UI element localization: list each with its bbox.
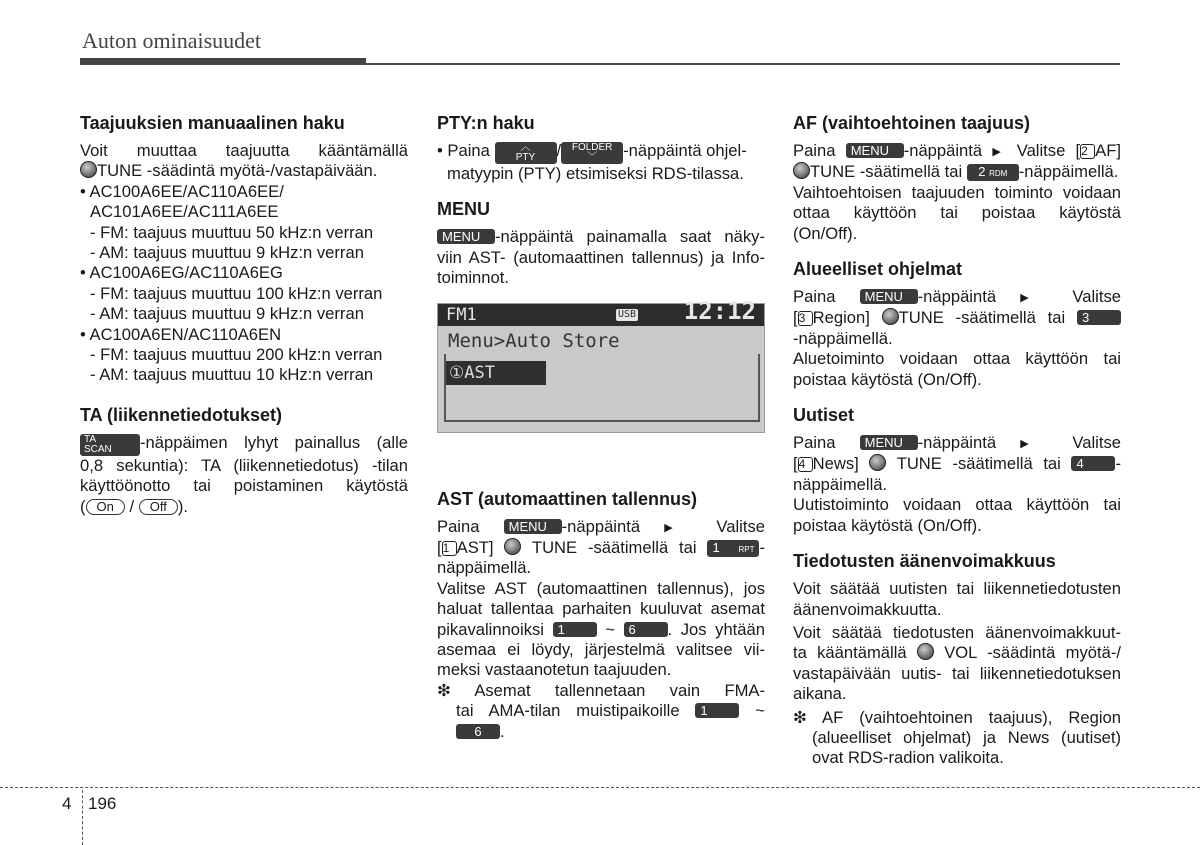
section-menu [437, 198, 765, 288]
boxed-2-icon: 2 [1080, 144, 1095, 159]
heading-ta: TA (liikennetiedotukset) [80, 404, 283, 425]
text: Valitse [1072, 287, 1121, 307]
section-pty [437, 112, 765, 184]
chapter-number: 4 [62, 794, 72, 813]
text: -näppäintä [917, 287, 997, 307]
text: näppäimellä. [793, 474, 888, 494]
text: asemaa ei löydy, järjestelmä valitsee vii- [437, 640, 765, 660]
text: . Jos yhtään [667, 619, 765, 639]
chevron-down-icon: ﹀ [587, 152, 598, 163]
text: -näppäintä [561, 516, 641, 536]
text-line [793, 162, 1121, 182]
text: • AC100A6EN/AC110A6EN [80, 324, 282, 344]
text: poistaa käytöstä (On/Off). [793, 369, 982, 389]
preset-6-button[interactable]: 6 [456, 724, 500, 739]
text: TUNE -säätimellä tai [898, 308, 1066, 328]
tune-knob-icon [80, 161, 97, 178]
text-line [437, 141, 765, 164]
text: poistaa käytöstä (On/Off). [793, 515, 982, 535]
text: -näppäintä painamalla saat näky- [495, 227, 765, 247]
section-manual-search [80, 112, 408, 386]
text: ~ [605, 619, 615, 639]
text-line [793, 454, 1121, 474]
column-3 [793, 112, 1121, 783]
text: Voit muuttaa taajuutta kääntämällä [80, 141, 408, 160]
on-button-icon: On [86, 499, 125, 515]
column-2 [437, 112, 765, 756]
menu-button[interactable]: MENU [846, 143, 904, 158]
text: AC101A6EE/AC111A6EE [90, 202, 279, 222]
text-line [437, 538, 765, 558]
text: • AC100A6EG/AC110A6EG [80, 263, 283, 283]
label: FOLDER [571, 142, 613, 153]
menu-button[interactable]: MENU [860, 289, 918, 304]
text: Valitse [ [1016, 141, 1081, 160]
folder-button[interactable] [561, 142, 623, 164]
heading-manual-search: Taajuuksien manuaalinen haku [80, 113, 345, 133]
text: äänenvoimakkuutta. [793, 599, 942, 619]
menu-button[interactable]: MENU [504, 519, 562, 534]
text: Valitse [1072, 433, 1121, 453]
text: (alueelliset ohjelmat) ja News (uutiset) [812, 727, 1121, 747]
text: viin AST- (automaattinen tallennus) ja Info- [437, 247, 765, 267]
label: RDM [989, 169, 1008, 179]
text: . [500, 721, 505, 741]
text-line [793, 643, 1121, 663]
text: ❇ AF (vaihtoehtoinen taajuus), Region [793, 707, 1121, 727]
text: - FM: taajuus muuttuu 50 kHz:n verran [90, 222, 374, 242]
text: Paina [793, 141, 836, 160]
text-line [80, 497, 408, 517]
text: vastapäivään uutis- tai liikennetiedotuksen [793, 663, 1121, 683]
text: - [759, 538, 765, 558]
text: aikana. [793, 684, 847, 704]
text: Valitse AST (automaattinen tallennus), jos [437, 578, 765, 598]
text: AST] [456, 538, 494, 558]
footer-divider [82, 790, 83, 845]
text: Paina [437, 516, 480, 536]
page-number: 196 [88, 794, 117, 813]
label: 1 [712, 540, 720, 556]
text: (On/Off). [793, 223, 858, 243]
text: • AC100A6EE/AC110A6EE/ [80, 181, 284, 201]
text-line [80, 433, 408, 456]
text-line [437, 620, 765, 640]
text: -näppäimen lyhyt painallus (alle [140, 432, 408, 452]
ta-scan-button[interactable] [80, 434, 140, 456]
label: RPT [738, 545, 755, 555]
preset-4-button[interactable]: 4 [1071, 456, 1115, 471]
boxed-3-icon: 3 [798, 311, 813, 326]
arrow-right-icon: ▶ [1020, 438, 1049, 451]
text: Paina [793, 287, 836, 307]
label: PTY [515, 152, 536, 163]
text: -näppäimellä. [1018, 162, 1119, 182]
label: 2 [978, 164, 986, 180]
text-line [437, 517, 765, 538]
tune-knob-icon [869, 454, 886, 471]
section-volume [793, 550, 1121, 769]
heading-region: Alueelliset ohjelmat [793, 259, 963, 280]
text: Region] [812, 308, 870, 328]
text: - FM: taajuus muuttuu 100 kHz:n verran [90, 283, 383, 303]
text: / [124, 496, 139, 516]
text-line [793, 308, 1121, 328]
section-af [793, 112, 1121, 244]
menu-item-ast [446, 361, 546, 385]
text: [ [793, 308, 798, 328]
heading-menu: MENU [437, 199, 490, 220]
text: - [1115, 454, 1121, 474]
text: käyttöönotto tai poistaminen käytöstä [80, 476, 408, 496]
chevron-up-icon: ︿ [520, 142, 531, 153]
text: / [556, 141, 562, 160]
circled-1-icon: ① [449, 362, 465, 383]
text-line [793, 141, 1121, 162]
section-ta [80, 404, 408, 517]
text: - AM: taajuus muuttuu 9 kHz:n verran [90, 304, 364, 324]
text-line [793, 287, 1121, 308]
text: 0,8 sekuntia): TA (liikennetiedotus) -tilan [80, 455, 408, 475]
text-line [437, 701, 765, 721]
text: News] [812, 454, 859, 474]
text: - AM: taajuus muuttuu 9 kHz:n verran [90, 243, 364, 263]
page-header-title: Auton ominaisuudet [82, 28, 262, 53]
text: haluat tallentaa parhaiten kuuluvat asemat [437, 599, 765, 619]
text: Paina [793, 433, 836, 453]
text-line [437, 722, 765, 742]
section-news [793, 404, 1121, 536]
text: ~ [755, 701, 765, 721]
display-status-bar [438, 296, 764, 326]
text-line [437, 227, 765, 247]
text: Vaihtoehtoisen taajuuden toiminto voidaan [793, 182, 1121, 202]
text: ta kääntämällä [793, 643, 907, 663]
text-line [80, 161, 408, 181]
text: Aluetoiminto voidaan ottaa käyttöön tai [793, 349, 1121, 369]
heading-news: Uutiset [793, 405, 855, 426]
tune-knob-icon [882, 308, 899, 325]
menu-button[interactable]: MENU [860, 435, 918, 450]
text: [ [793, 454, 798, 474]
heading-af: AF (vaihtoehtoinen taajuus) [793, 113, 1031, 133]
menu-path: Menu>Auto Store [448, 329, 620, 352]
label: TA [84, 433, 97, 445]
preset-1-button[interactable]: 1 [553, 622, 597, 637]
boxed-1-icon: 1 [442, 541, 457, 556]
label: SCAN [84, 443, 112, 455]
text: Uutistoiminto voidaan ottaa käyttöön tai [793, 495, 1121, 515]
arrow-right-icon: ▶ [1020, 292, 1049, 305]
text: [ [437, 538, 442, 558]
text: TUNE -säätimellä tai [810, 162, 963, 182]
text-line [793, 433, 1121, 454]
header-rule [366, 63, 1120, 65]
text: -näppäintä ohjel- [623, 141, 747, 160]
heading-volume: Tiedotusten äänenvoimakkuus [793, 551, 1056, 572]
tune-knob-icon [793, 162, 810, 179]
clock: 12:12 [683, 296, 756, 325]
text: matyypin (PTY) etsimiseksi RDS-tilassa. [447, 164, 744, 183]
off-button-icon: Off [139, 499, 178, 515]
text: -näppäintä [917, 433, 997, 453]
usb-icon: USB [618, 308, 637, 320]
text: Voit säätää uutisten tai liikennetiedotusten [793, 579, 1121, 599]
preset-2-rdm-button[interactable] [967, 164, 1019, 181]
section-region [793, 258, 1121, 390]
column-1 [80, 112, 408, 531]
text: - FM: taajuus muuttuu 200 kHz:n verran [90, 345, 383, 365]
preset-6-button[interactable]: 6 [624, 622, 668, 637]
heading-pty: PTY:n haku [437, 113, 535, 133]
text: ❇ Asemat tallennetaan vain FMA- [437, 680, 765, 700]
text: VOL -säädintä myötä-/ [944, 643, 1121, 663]
text: ovat RDS-radion valikoita. [812, 748, 1004, 768]
text: meksi vastaanotetun taajuuden. [437, 660, 672, 680]
text: -näppäimellä. [793, 328, 893, 348]
preset-3-button[interactable]: 3 [1077, 310, 1121, 325]
text: - AM: taajuus muuttuu 10 kHz:n verran [90, 365, 374, 385]
text: -näppäintä [903, 141, 983, 160]
section-ast [437, 488, 765, 742]
text: Valitse [716, 516, 765, 536]
radio-display [437, 296, 765, 433]
preset-1-rpt-button[interactable] [707, 540, 759, 557]
menu-button[interactable]: MENU [437, 229, 495, 244]
tune-knob-icon [504, 538, 521, 555]
text: ( [80, 496, 86, 516]
heading-ast: AST (automaattinen tallennus) [437, 488, 698, 509]
text: TUNE -säädintä myötä-/vastapäivään. [97, 161, 378, 181]
preset-1-button[interactable]: 1 [695, 703, 739, 718]
text: AF] [1095, 141, 1121, 160]
text: toiminnot. [437, 268, 509, 288]
text: TUNE -säätimellä tai [531, 538, 697, 558]
text: Voit säätää tiedotusten äänenvoimakkuut- [793, 622, 1121, 642]
text: pikavalinnoiksi [437, 619, 544, 639]
text: tai AMA-tilan muistipaikoille [456, 701, 680, 721]
pty-button[interactable] [495, 142, 557, 164]
label: AST [464, 362, 495, 383]
text: TUNE -säätimellä tai [896, 454, 1061, 474]
text: ). [177, 496, 188, 516]
arrow-right-icon: ▶ [664, 521, 693, 534]
footer-rule [0, 787, 1200, 788]
text: • Paina [437, 141, 490, 160]
text: ottaa käyttöön tai poistaa käytöstä [793, 203, 1121, 223]
boxed-4-icon: 4 [798, 457, 813, 472]
arrow-right-icon: ▶ [992, 146, 1007, 158]
band-label: FM1 [446, 304, 477, 325]
text: näppäimellä. [437, 558, 532, 578]
vol-knob-icon [917, 643, 934, 660]
header-bar [80, 58, 366, 65]
